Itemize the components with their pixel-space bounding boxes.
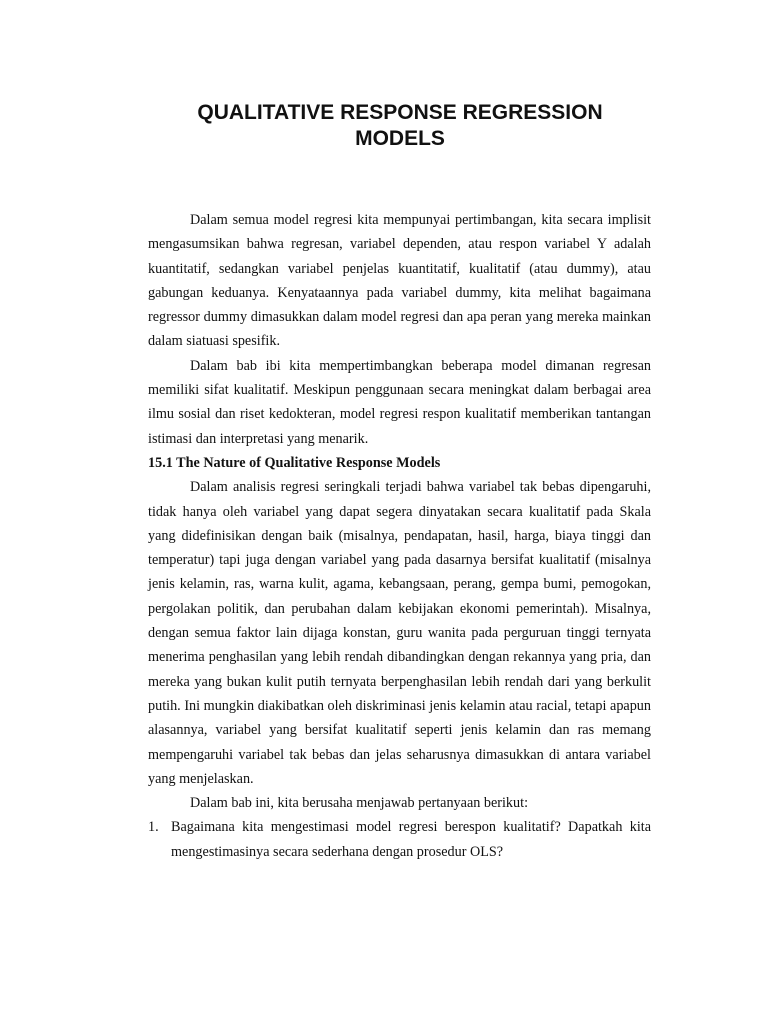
paragraph-section-2: Dalam bab ini, kita berusaha menjawab pertanyaan berikut: bbox=[190, 795, 529, 812]
document-body bbox=[148, 208, 651, 864]
paragraph-intro-1: Dalam semua model regresi kita mempunyai pertimbangan, kita secara implisit mengasumsikan bahwa regresan, variabel dependen, atau respon variabel Y adalah kuantitatif, sedangkan variabel penjelas kuantitatif, kualitatif (atau dummy), atau gabungan keduanya. Kenyataannya pada variabel dummy, kita melihat bagaimana regressor dummy dimasukkan dalam model regresi dan apa peran yang mereka mainkan dalam siatuasi spesifik. bbox=[148, 212, 651, 350]
list-item-number: 1. bbox=[148, 819, 159, 836]
question-list bbox=[148, 815, 651, 864]
title-line-1: QUALITATIVE RESPONSE REGRESSION bbox=[197, 101, 603, 124]
paragraph-section-1: Dalam analisis regresi seringkali terjadi bahwa variabel tak bebas dipengaruhi, tidak hanya oleh variabel yang dapat segera dinyatakan secara kualitatif pada Skala yang didefinisikan dengan baik (misalnya, pendapatan, hasil, harga, biaya tinggi dan temperatur) tapi juga dengan variabel yang pada dasarnya bersifat kualitatif (misalnya jenis kelamin, ras, warna kulit, agama, kebangsaan, perang, gempa bumi, pemogokan, pergolakan politik, dan perubahan dalam kebijakan ekonomi pemerintah). Misalnya, dengan semua faktor lain dijaga konstan, guru wanita pada perguruan tinggi ternyata menerima penghasilan yang lebih rendah dibandingkan dengan rekannya yang pria, dan mereka yang bukan kulit putih ternyata berpenghasilan lebih rendah dari yang berkulit putih. Ini mungkin diakibatkan oleh diskriminasi jenis kelamin atau racial, tetapi apapun alasannya, variabel yang bersifat kualitatif seperti jenis kelamin dan ras memang mempengaruhi variabel tak bebas dan jelas seharusnya dimasukkan di antara variabel yang menjelaskan. bbox=[148, 479, 651, 787]
paragraph-intro-2: Dalam bab ibi kita mempertimbangkan beberapa model dimanan regresan memiliki sifat kualitatif. Meskipun penggunaan secara meningkat dalam berbagai area ilmu sosial dan riset kedokteran, model regresi respon kualitatif memberikan tantangan istimasi dan interpretasi yang menarik. bbox=[148, 357, 651, 447]
list-item bbox=[148, 815, 651, 864]
list-item-text: Bagaimana kita mengestimasi model regresi berespon kualitatif? Dapatkah kita mengestimasinya secara sederhana dengan prosedur OLS? bbox=[171, 819, 651, 860]
section-heading: 15.1 The Nature of Qualitative Response Models bbox=[148, 454, 441, 471]
page-title bbox=[0, 100, 768, 152]
title-line-2: MODELS bbox=[355, 127, 445, 150]
